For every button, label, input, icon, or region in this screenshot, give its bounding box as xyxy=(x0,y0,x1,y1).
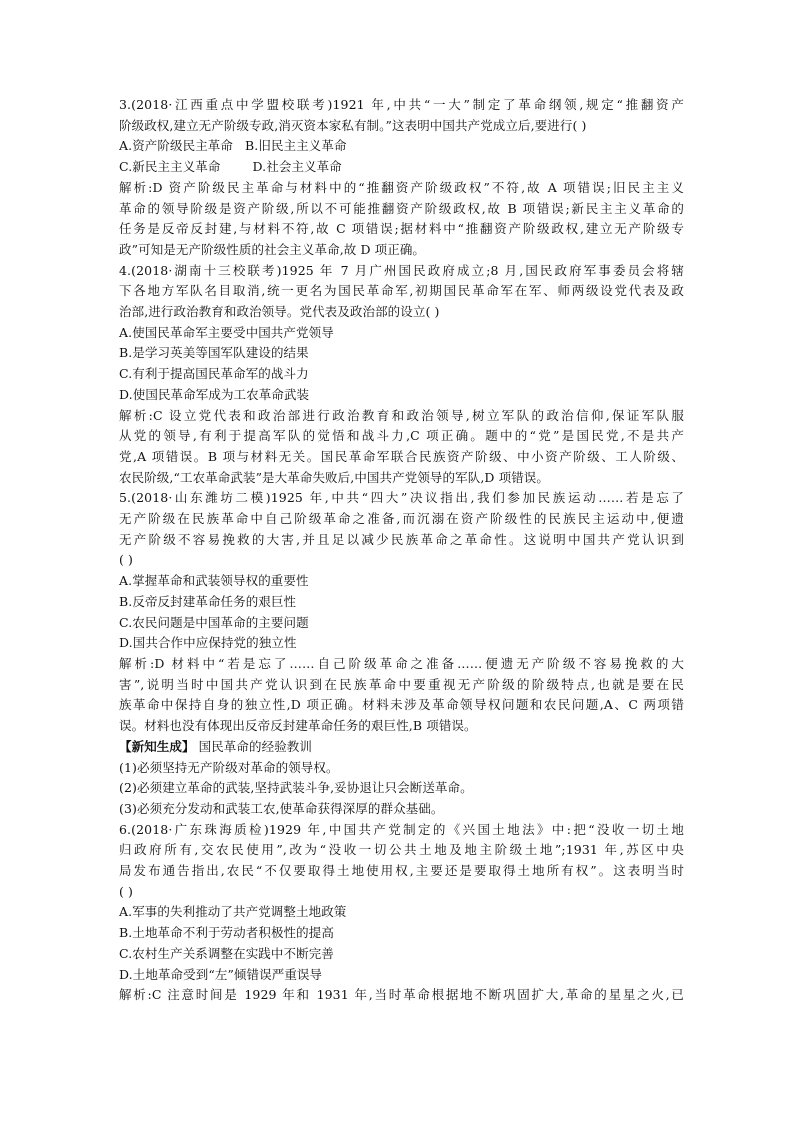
question-5-option-b[interactable]: B.反帝反封建革命任务的艰巨性 xyxy=(119,593,297,609)
question-4-option-c[interactable]: C.有利于提高国民革命军的战斗力 xyxy=(119,366,309,382)
question-5-analysis-line-3: 族革命中保持自身的独立性,D 项正确。材料未涉及革命领导权问题和农民问题,A、C 两项错 xyxy=(119,697,684,713)
new-knowledge-title: 国民革命的经验教训 xyxy=(198,738,313,754)
question-4-stem-line-1: 4.(2018·湖南十三校联考)1925 年 7 月广州国民政府成立;8 月,国民政府军事委员会将辖 xyxy=(119,262,684,278)
question-4-analysis-line-4: 农民阶级,“工农革命武装”是大革命失败后,中国共产党领导的军队,D 项错误。 xyxy=(119,469,549,485)
question-3-option-b[interactable]: B.旧民主主义革命 xyxy=(245,138,347,154)
question-6-option-a[interactable]: A.军事的失利推动了共产党调整土地政策 xyxy=(119,904,347,920)
new-knowledge-section xyxy=(119,737,684,820)
question-3-analysis-line-3: 任务是反帝反封建,与材料不符,故 C 项错误;据材料中“推翻资产阶级政权,建立无产阶级专 xyxy=(119,221,684,237)
question-3-stem-line-2: 阶级政权,建立无产阶级专政,消灭资本家私有制。”这表明中国共产党成立后,要进行( ) xyxy=(119,117,587,133)
question-5-analysis-line-4: 误。材料也没有体现出反帝反封建革命任务的艰巨性,B 项错误。 xyxy=(119,718,477,734)
question-6 xyxy=(119,820,684,1006)
new-knowledge-heading xyxy=(119,737,684,758)
question-4-option-d[interactable]: D.使国民革命军成为工农革命武装 xyxy=(119,386,310,402)
question-3-options-row-1 xyxy=(119,136,684,157)
question-4 xyxy=(119,261,684,489)
question-3-option-a[interactable]: A.资产阶级民主革命 xyxy=(119,138,234,154)
question-5-option-d[interactable]: D.国共合作中应保持党的独立性 xyxy=(119,635,297,651)
question-4-option-b[interactable]: B.是学习英美等国军队建设的结果 xyxy=(119,345,309,361)
question-6-option-b[interactable]: B.土地革命不利于劳动者积极性的提高 xyxy=(119,925,334,941)
question-5-analysis-line-1: 解析:D 材料中“若是忘了……自己阶级革命之准备……便遗无产阶级不容易挽救的大 xyxy=(119,655,684,671)
question-6-stem-line-2: 归政府所有,交农民使用”,改为“没收一切公共土地及地主阶级土地”;1931 年,苏区中央 xyxy=(119,842,684,858)
question-3-stem-line-1: 3.(2018·江西重点中学盟校联考)1921 年,中共“一大”制定了革命纲领,规定“推翻资产 xyxy=(119,97,684,112)
new-knowledge-tag: 【新知生成】 xyxy=(119,738,195,754)
question-5-stem-line-3: 无产阶级不容易挽救的大害,并且足以减少民族革命之革命性。这说明中国共产党认识到 xyxy=(119,531,684,547)
question-5 xyxy=(119,488,684,736)
question-4-option-a[interactable]: A.使国民革命军主要受中国共产党领导 xyxy=(119,324,334,340)
question-5-option-a[interactable]: A.掌握革命和武装领导权的重要性 xyxy=(119,573,309,589)
question-6-stem-line-1: 6.(2018·广东珠海质检)1929 年,中国共产党制定的《兴国土地法》中:把“没收一切土地 xyxy=(119,821,684,837)
new-knowledge-item-3: (3)必须充分发动和武装工农,使革命获得深厚的群众基础。 xyxy=(119,800,444,816)
question-4-analysis-line-3: 党,A 项错误。B 项与材料无关。国民革命军联合民族资产阶级、中小资产阶级、工人阶级、 xyxy=(119,448,684,464)
question-5-stem-line-1: 5.(2018·山东潍坊二模)1925 年,中共“四大”决议指出,我们参加民族运动……若是忘了 xyxy=(119,490,684,506)
question-6-stem-line-4: ( ) xyxy=(119,883,134,899)
question-4-stem-line-2: 下各地方军队名目取消,统一更名为国民革命军,初期国民革命军在军、师两级设党代表及政 xyxy=(119,283,684,299)
question-6-stem-line-3: 局发布通告指出,农民“不仅要取得土地使用权,主要还是要取得土地所有权”。这表明当时 xyxy=(119,863,684,879)
question-3-option-d[interactable]: D.社会主义革命 xyxy=(252,159,342,175)
question-6-option-d[interactable]: D.土地革命受到“左”倾错误严重误导 xyxy=(119,966,323,982)
question-4-analysis-line-2: 从党的领导,有利于提高军队的觉悟和战斗力,C 项正确。题中的“党”是国民党,不是共产 xyxy=(119,428,684,444)
question-3-analysis-line-4: 政”可知是无产阶级性质的社会主义革命,故 D 项正确。 xyxy=(119,241,426,257)
question-3-option-c[interactable]: C.新民主主义革命 xyxy=(119,159,221,175)
question-5-stem-line-4: ( ) xyxy=(119,552,134,568)
question-4-analysis-line-1: 解析:C 设立党代表和政治部进行政治教育和政治领导,树立军队的政治信仰,保证军队服 xyxy=(119,407,684,423)
question-3 xyxy=(119,95,684,261)
question-5-option-c[interactable]: C.农民问题是中国革命的主要问题 xyxy=(119,614,309,630)
question-3-analysis-line-2: 革命的领导阶级是资产阶级,所以不可能推翻资产阶级政权,故 B 项错误;新民主主义革命的 xyxy=(119,200,684,216)
question-5-stem-line-2: 无产阶级在民族革命中自己阶级革命之准备,而沉溺在资产阶级性的民族民主运动中,便遗 xyxy=(119,511,684,527)
new-knowledge-item-1: (1)必须坚持无产阶级对革命的领导权。 xyxy=(119,759,339,775)
question-5-analysis-line-2: 害”,说明当时中国共产党认识到在民族革命中要重视无产阶级的阶级特点,也就是要在民 xyxy=(119,676,684,692)
question-4-stem-line-3: 治部,进行政治教育和政治领导。党代表及政治部的设立( ) xyxy=(119,304,440,320)
question-6-analysis-line-1: 解析:C 注意时间是 1929 年和 1931 年,当时革命根据地不断巩固扩大,革命的星星之火,已 xyxy=(119,987,684,1003)
question-6-option-c[interactable]: C.农村生产关系调整在实践中不断完善 xyxy=(119,945,334,961)
new-knowledge-item-2: (2)必须建立革命的武装,坚持武装斗争,妥协退让只会断送革命。 xyxy=(119,780,473,796)
page-content xyxy=(119,95,684,1006)
question-3-options-row-2 xyxy=(119,157,684,178)
question-3-analysis-line-1: 解析:D 资产阶级民主革命与材料中的“推翻资产阶级政权”不符,故 A 项错误;旧民主主义 xyxy=(119,179,684,195)
